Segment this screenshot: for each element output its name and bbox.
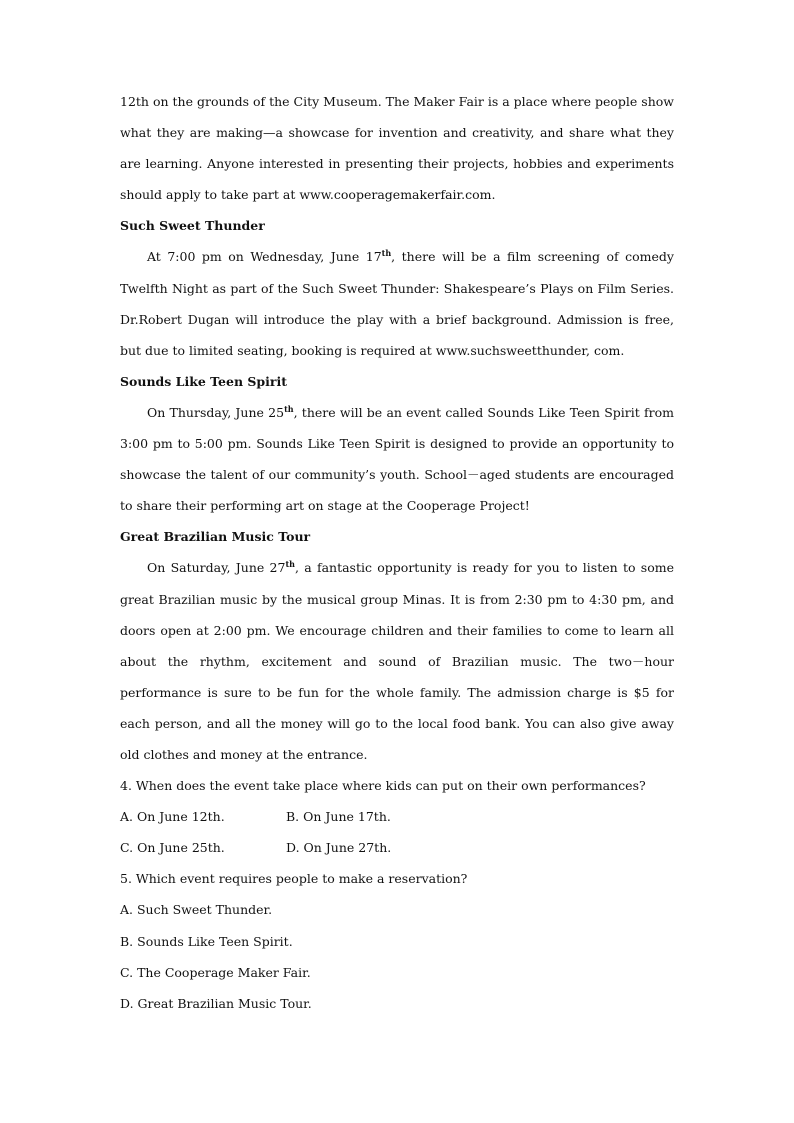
section-paragraph-great-brazilian-music-tour <box>120 552 674 770</box>
question-5-option-d: D. Great Brazilian Music Tour. <box>120 995 312 1011</box>
question-4-option-d: D. On June 27th. <box>286 840 392 856</box>
document-body <box>120 86 674 1019</box>
paragraph-text-start: On Saturday, June 27 <box>147 560 286 576</box>
question-4-options-row-1 <box>120 801 674 832</box>
section-heading-sounds-like-teen-spirit: Sounds Like Teen Spirit <box>120 373 288 389</box>
paragraph-text-start: On Thursday, June 25 <box>147 404 285 420</box>
question-5-stem: 5. Which event requires people to make a reservation? <box>120 871 468 887</box>
question-4-stem: 4. When does the event take place where kids can put on their own performances? <box>120 778 646 794</box>
section-heading-great-brazilian-music-tour: Great Brazilian Music Tour <box>120 529 311 545</box>
section-paragraph-sounds-like-teen-spirit <box>120 397 674 521</box>
question-4-option-a: A. On June 12th. <box>120 809 225 825</box>
paragraph-text-rest: , a fantastic opportunity is ready for you to listen to some great Brazilian music by the musical group Minas. It is from 2:30 pm to 4:30 pm, and doors open at 2:00 pm. We encourage children and their families to come to learn all about the rhythm, excitement and sound of Brazilian music. The two－hour performance is sure to be fun for the whole family. The admission charge is $5 for each person, and all the money will go to the local food bank. You can also give away old clothes and money at the entrance. <box>120 560 674 762</box>
question-4-option-c: C. On June 25th. <box>120 840 225 856</box>
question-5-option-a: A. Such Sweet Thunder. <box>120 902 273 918</box>
question-4-option-b: B. On June 17th. <box>286 809 391 825</box>
ordinal-suffix: th <box>381 248 392 259</box>
section-paragraph-such-sweet-thunder <box>120 241 674 365</box>
paragraph-text-rest: , there will be an event called Sounds Like Teen Spirit from 3:00 pm to 5:00 pm. Sounds Like Teen Spirit is designed to provide an opportunity to showcase the talent of our community’s youth. School－aged students are encouraged to share their performing art on stage at the Cooperage Project! <box>120 404 674 514</box>
question-4-options-row-2 <box>120 832 674 863</box>
intro-paragraph: 12th on the grounds of the City Museum. The Maker Fair is a place where people show what they are making—a showcase for invention and creativity, and share what they are learning. Anyone interested in presenting their projects, hobbies and experiments should apply to take part at www.cooperagemakerfair.com. <box>120 94 674 203</box>
section-heading-such-sweet-thunder: Such Sweet Thunder <box>120 218 265 234</box>
ordinal-suffix: th <box>284 403 294 414</box>
question-5-option-b: B. Sounds Like Teen Spirit. <box>120 933 293 949</box>
question-5-option-c: C. The Cooperage Maker Fair. <box>120 964 311 980</box>
ordinal-suffix: th <box>285 559 295 570</box>
paragraph-text-start: At 7:00 pm on Wednesday, June 17 <box>147 249 382 265</box>
paragraph-text-rest: , there will be a film screening of comedy Twelfth Night as part of the Such Sweet Thunder: Shakespeare’s Plays on Film Series. Dr.Robert Dugan will introduce the play with a brief background. Admission is free, but due to limited seating, booking is required at www.suchsweetthunder, com. <box>120 249 674 358</box>
